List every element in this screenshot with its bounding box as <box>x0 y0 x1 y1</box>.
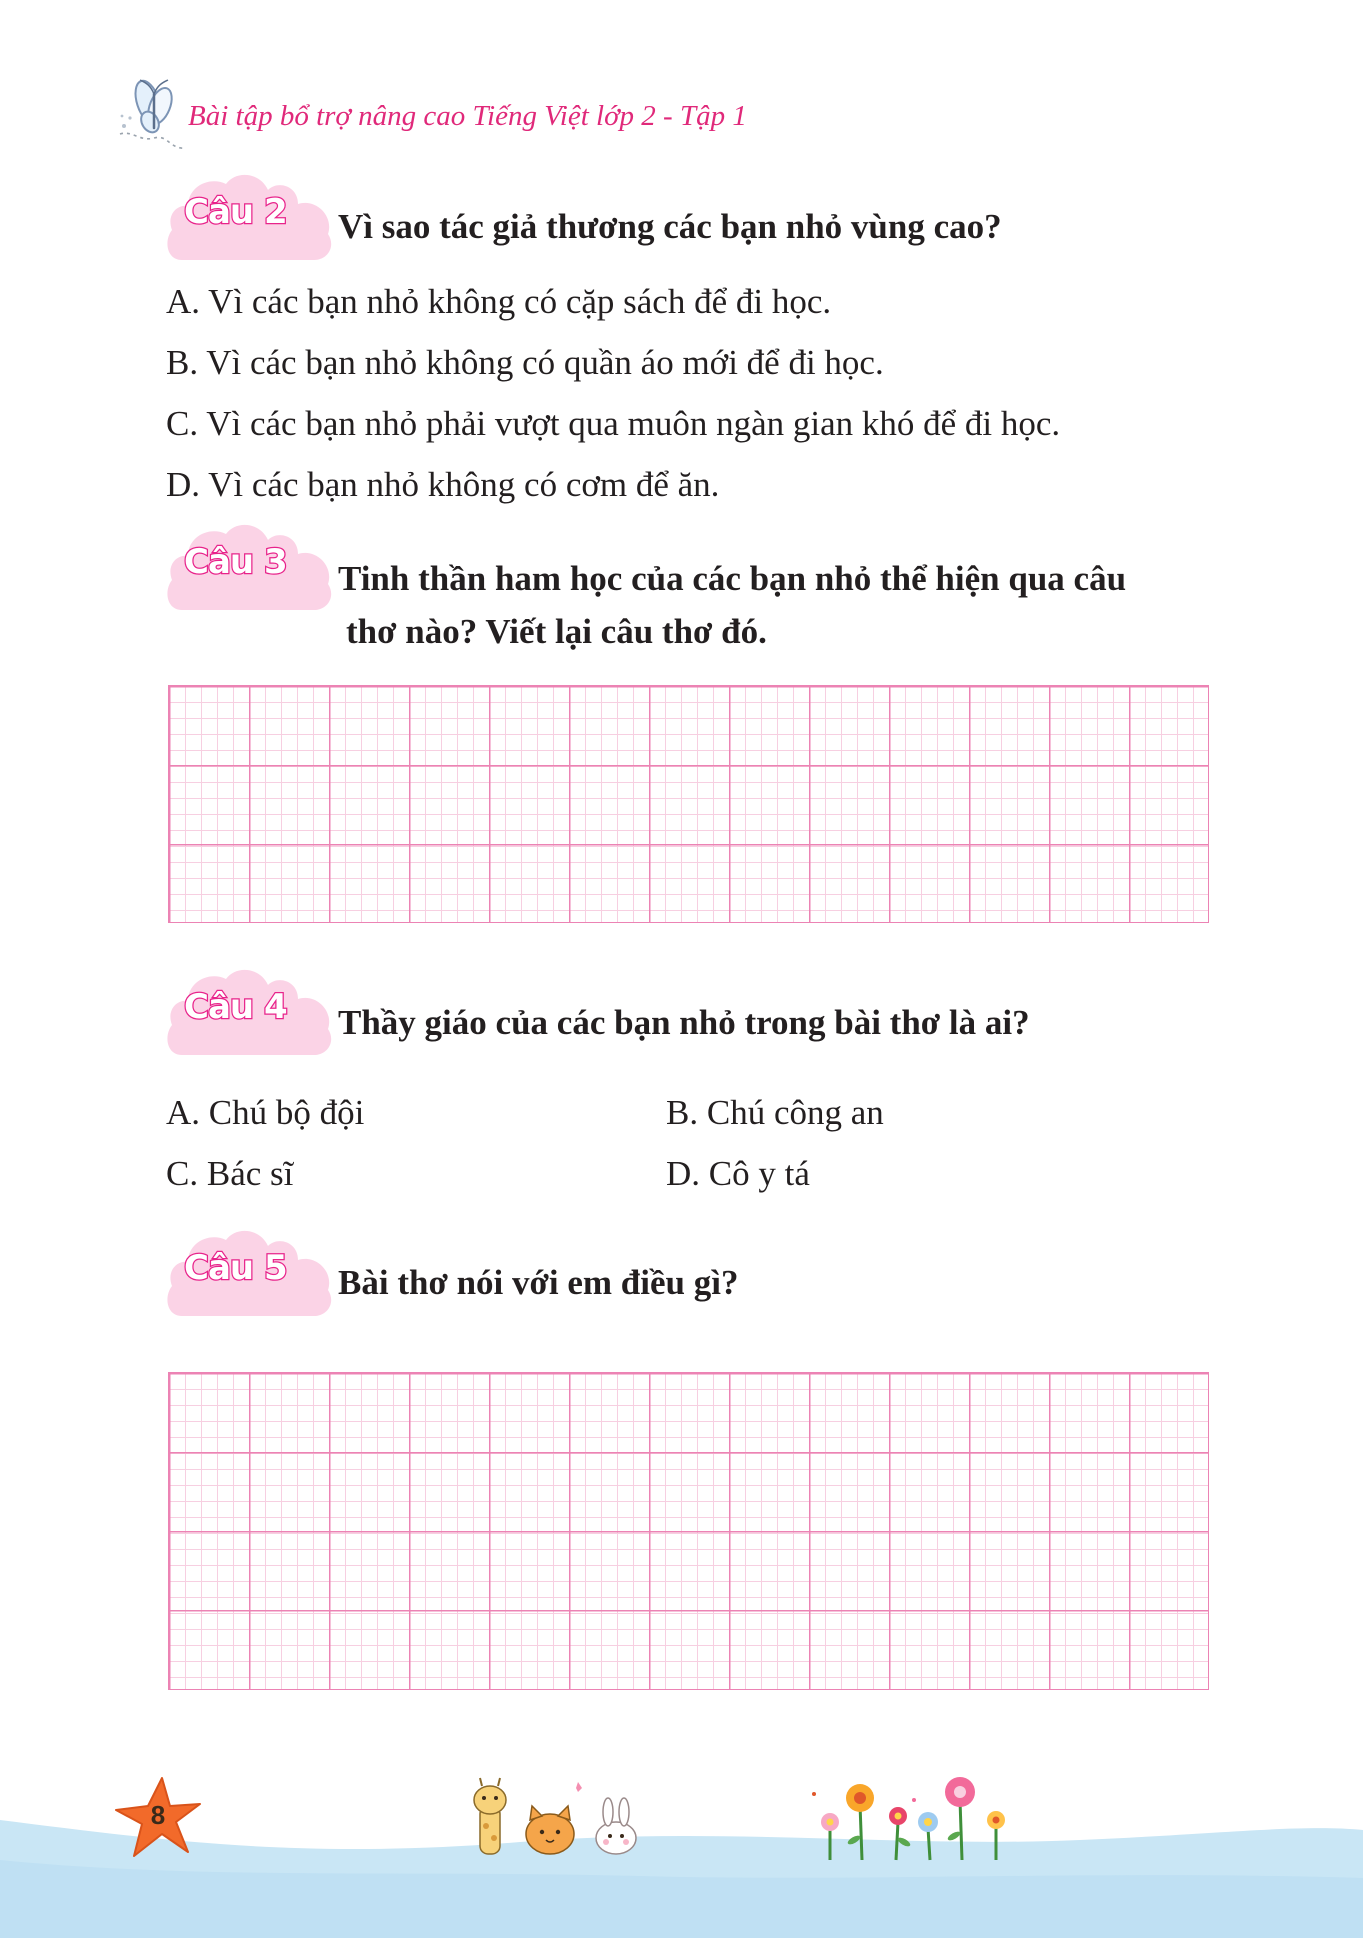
question-5-text: Bài thơ nói với em điều gì? <box>338 1263 739 1302</box>
option-b: B. Vì các bạn nhỏ không có quần áo mới để đi học. <box>166 343 884 382</box>
badge-label: Câu 3 <box>184 542 287 582</box>
answer-writing-grid[interactable] <box>168 685 1209 923</box>
option-d: D. Cô y tá <box>666 1154 810 1193</box>
option-c: C. Bác sĩ <box>166 1154 294 1193</box>
answer-writing-grid[interactable] <box>168 1372 1209 1690</box>
flowers-illustration <box>810 1770 1020 1862</box>
option-a: A. Chú bộ đội <box>166 1093 365 1132</box>
question-2-text: Vì sao tác giả thương các bạn nhỏ vùng cao? <box>338 207 1002 246</box>
badge-label: Câu 4 <box>184 987 287 1027</box>
question-3-text-line-1: Tinh thần ham học của các bạn nhỏ thể hiện qua câu <box>338 559 1127 598</box>
page-number: 8 <box>150 1800 166 1830</box>
butterfly-icon <box>110 72 196 156</box>
option-c: C. Vì các bạn nhỏ phải vượt qua muôn ngàn gian khó để đi học. <box>166 404 1061 443</box>
animals-illustration <box>466 1776 646 1858</box>
question-3-text-line-2: thơ nào? Viết lại câu thơ đó. <box>346 612 767 651</box>
question-badge <box>164 1226 336 1318</box>
question-badge <box>164 965 336 1057</box>
option-a: A. Vì các bạn nhỏ không có cặp sách để đi học. <box>166 282 832 321</box>
book-title: Bài tập bổ trợ nâng cao Tiếng Việt lớp 2 - Tập 1 <box>188 100 747 132</box>
question-4-text: Thầy giáo của các bạn nhỏ trong bài thơ là ai? <box>338 1003 1030 1042</box>
question-badge <box>164 170 336 262</box>
badge-label: Câu 5 <box>184 1248 287 1288</box>
option-d: D. Vì các bạn nhỏ không có cơm để ăn. <box>166 465 720 504</box>
question-badge <box>164 520 336 612</box>
option-b: B. Chú công an <box>666 1093 884 1132</box>
wave-decoration <box>0 1800 1363 1938</box>
badge-label: Câu 2 <box>184 192 287 232</box>
